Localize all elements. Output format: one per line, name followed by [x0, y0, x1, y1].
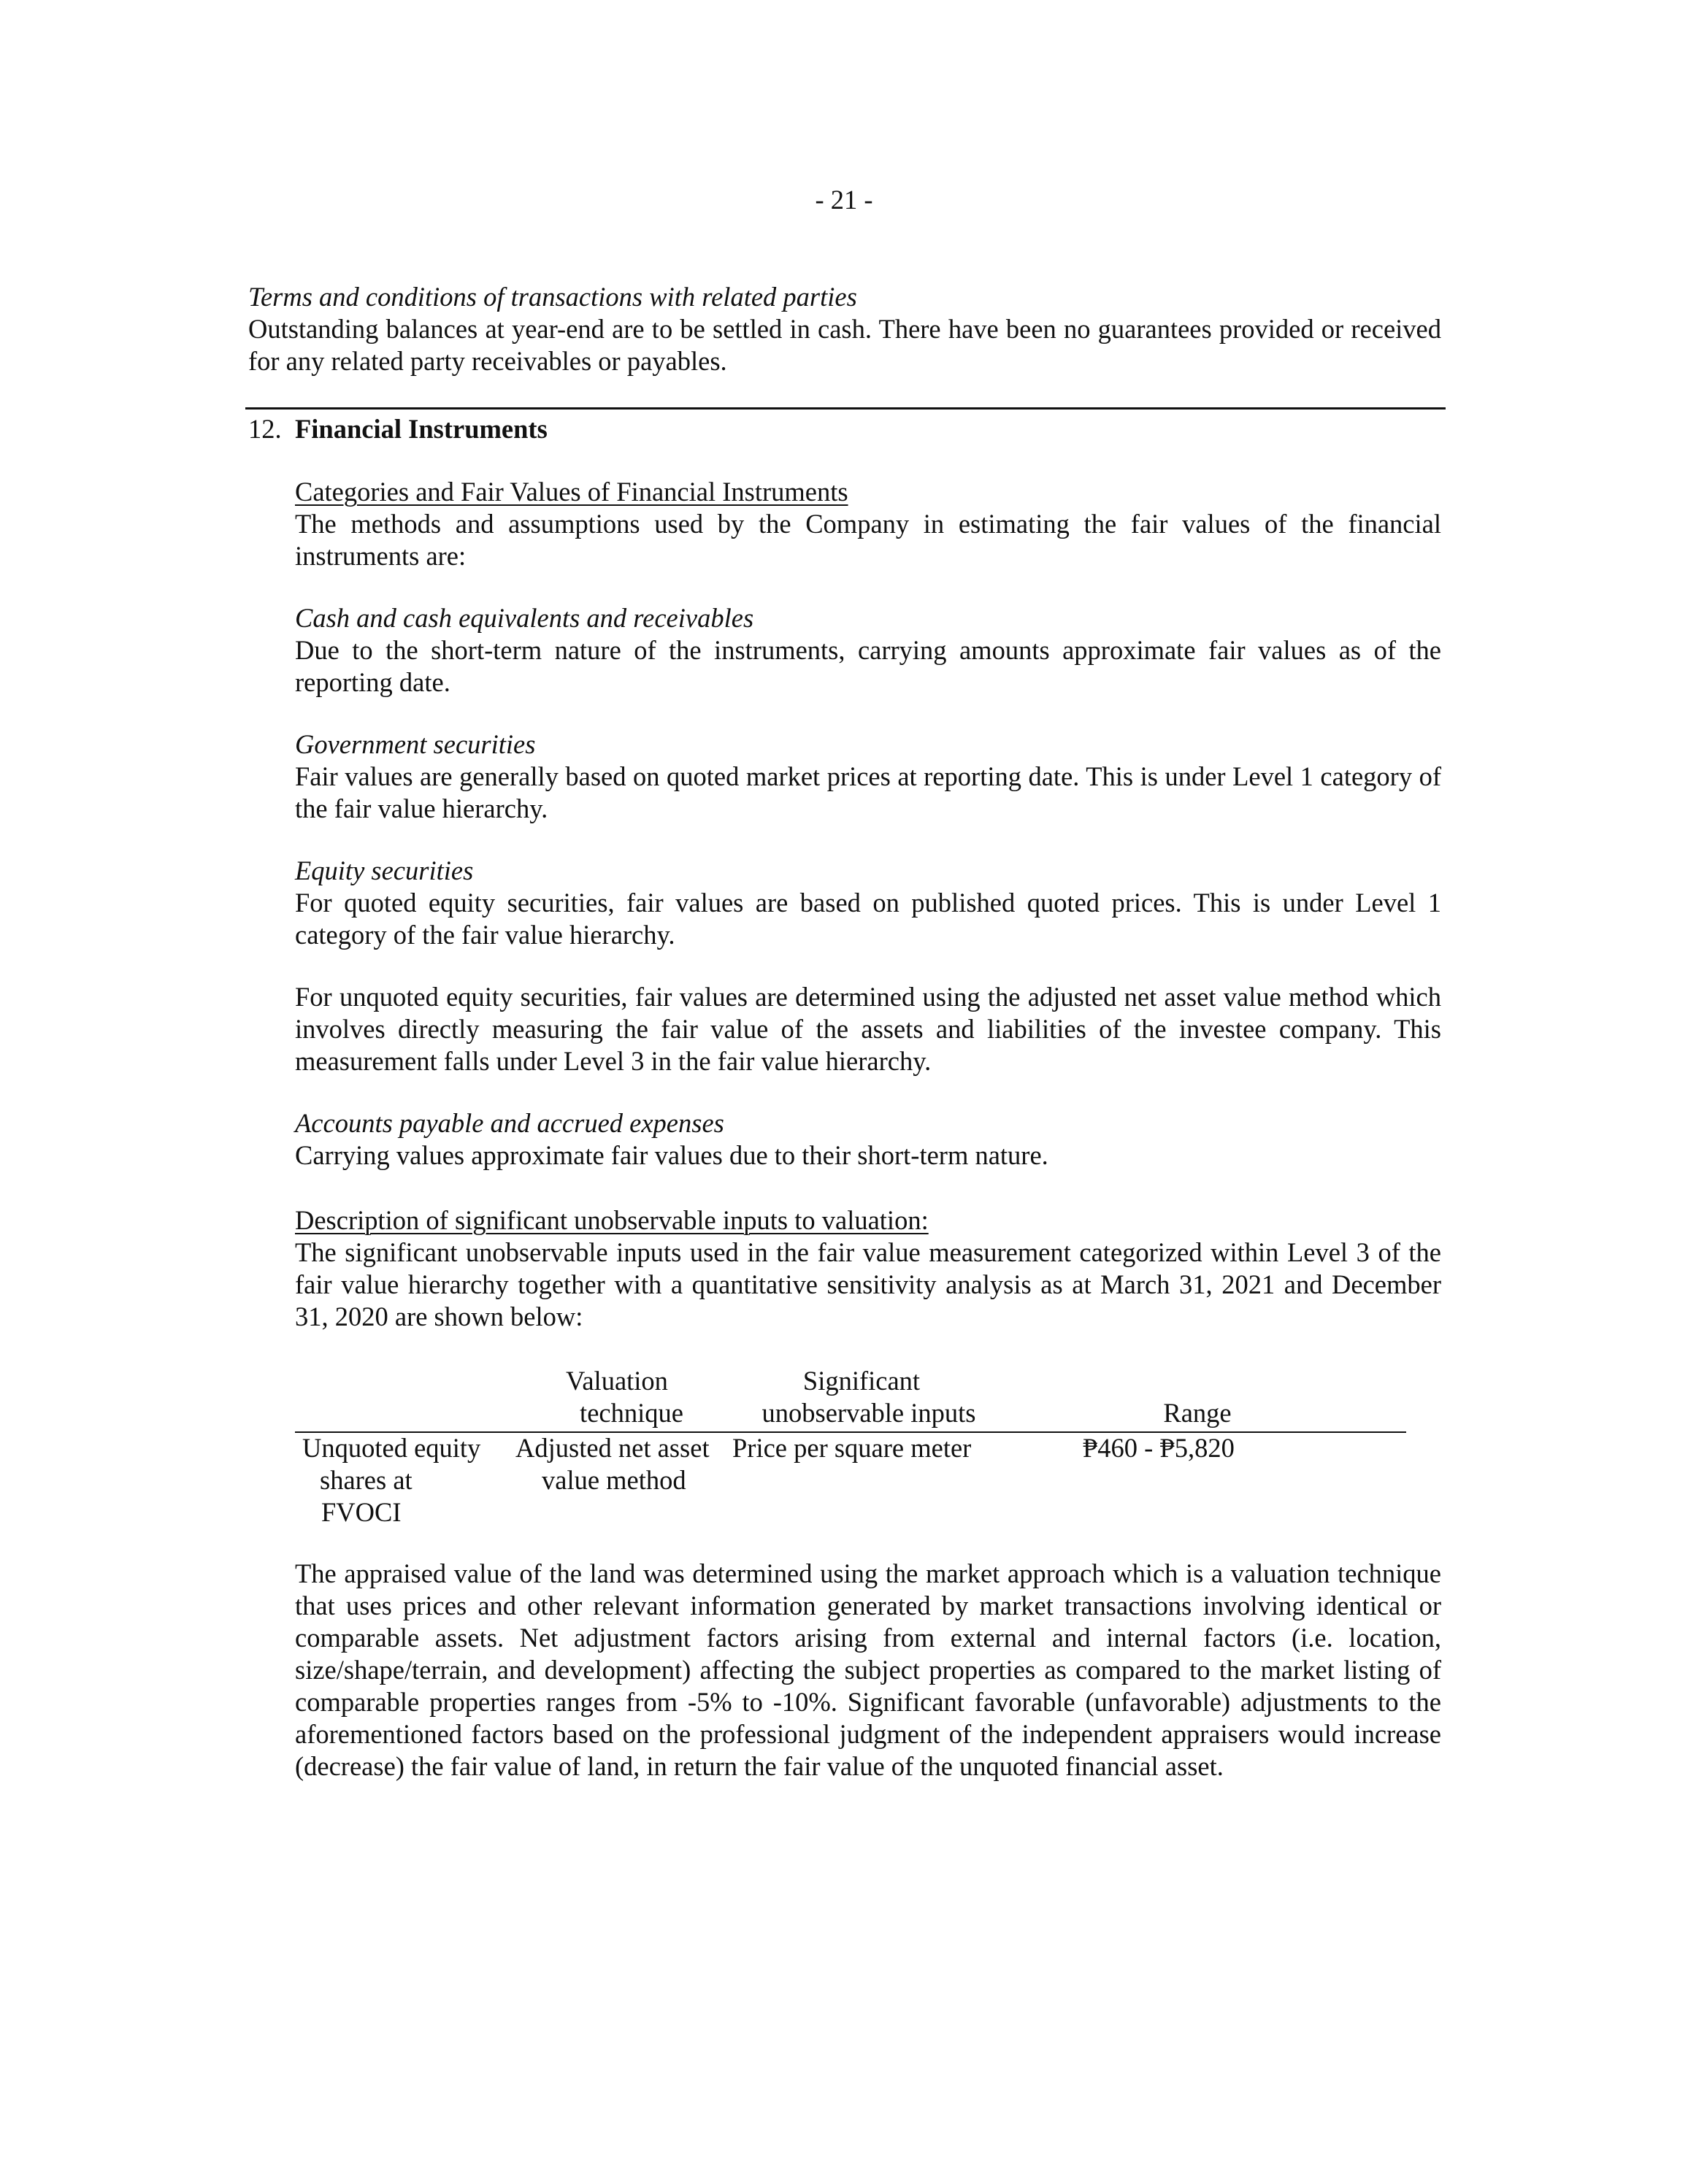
row-range: ₱460 - ₱5,820	[1083, 1433, 1235, 1463]
unobservable-body: The significant unobservable inputs used in the fair value measurement categorized within Level 3 of the fair value hierarchy together with a quantitative sensitivity analysis as at March 31, 2021 and December 31, 2020 are shown below:	[295, 1237, 1441, 1331]
header-inputs-line2: unobservable inputs	[761, 1398, 976, 1428]
row-technique-line1: Adjusted net asset	[515, 1433, 710, 1463]
cash-body: Due to the short-term nature of the instruments, carrying amounts approximate fair values as of the reporting date.	[295, 635, 1441, 697]
payables-body: Carrying values approximate fair values due to their short-term nature.	[295, 1140, 1048, 1170]
equity-body-quoted: For quoted equity securities, fair values are based on published quoted prices. This is under Level 1 category of the fair value hierarchy.	[295, 888, 1441, 950]
row-item-line1: Unquoted equity	[302, 1433, 481, 1463]
gov-body: Fair values are generally based on quoted market prices at reporting date. This is under Level 1 category of the fair value hierarchy.	[295, 761, 1441, 823]
section-divider	[245, 407, 1446, 410]
gov-heading: Government securities	[295, 729, 536, 759]
row-technique-line2: value method	[542, 1465, 686, 1495]
related-terms-heading: Terms and conditions of transactions with related parties	[248, 282, 857, 312]
categories-heading: Categories and Fair Values of Financial Instruments	[295, 477, 848, 507]
equity-body-unquoted: For unquoted equity securities, fair values are determined using the adjusted net asset value method which involves directly measuring the fair value of the assets and liabilities of the investee company. This measurement falls under Level 3 in the fair value hierarchy.	[295, 982, 1441, 1076]
equity-heading: Equity securities	[295, 855, 474, 885]
appraisal-body: The appraised value of the land was determined using the market approach which is a valuation technique that uses prices and other relevant information generated by market transactions involving identical or comparable assets. Net adjustment factors arising from external and internal factors (i.e. location, size/shape/terrain, and development) affecting the subject properties as compared to the market listing of comparable properties ranges from -5% to -10%. Significant favorable (unfavorable) adjustments to the aforementioned factors based on the professional judgment of the independent appraisers would increase (decrease) the fair value of land, in return the fair value of the unquoted financial asset.	[295, 1558, 1441, 1781]
section-title: Financial Instruments	[295, 414, 548, 444]
row-item-line3: FVOCI	[321, 1497, 402, 1527]
page-number: - 21 -	[815, 185, 873, 215]
header-technique-line2: technique	[580, 1398, 683, 1428]
row-input: Price per square meter	[732, 1433, 972, 1463]
section-number: 12.	[248, 414, 282, 444]
related-terms-body: Outstanding balances at year-end are to be settled in cash. There have been no guarantees provided or received for any related party receivables or payables.	[248, 314, 1441, 376]
categories-body: The methods and assumptions used by the Company in estimating the fair values of the financial instruments are:	[295, 509, 1441, 571]
header-range: Range	[1163, 1398, 1232, 1428]
cash-heading: Cash and cash equivalents and receivables	[295, 603, 754, 633]
header-inputs-line1: Significant	[802, 1366, 921, 1396]
row-item-line2: shares at	[320, 1465, 413, 1495]
unobservable-heading: Description of significant unobservable inputs to valuation:	[295, 1205, 929, 1235]
payables-heading: Accounts payable and accrued expenses	[295, 1108, 724, 1138]
header-technique-line1: Valuation	[566, 1366, 668, 1396]
